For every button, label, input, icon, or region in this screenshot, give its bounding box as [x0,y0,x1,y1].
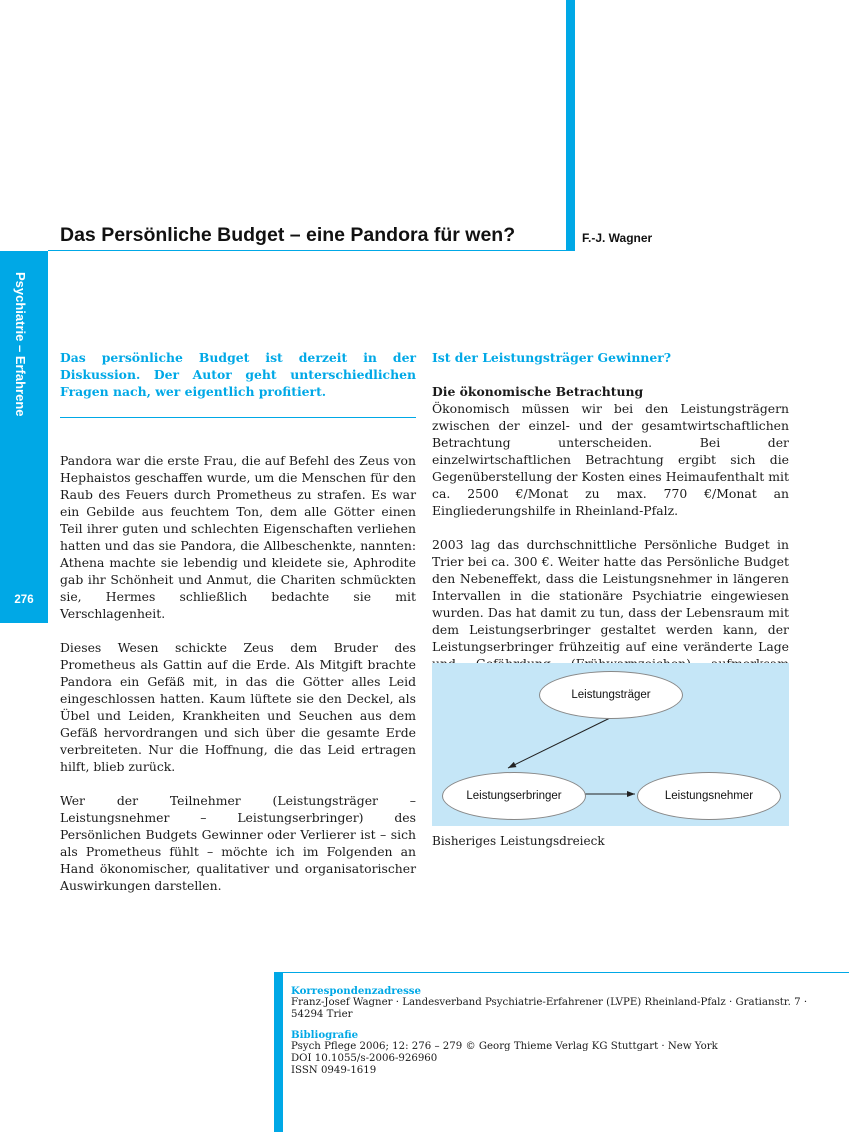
left-column [60,349,416,894]
node-leistungstraeger: Leistungsträger [539,671,683,719]
section-label: Psychiatrie – Erfahrene [13,272,28,417]
correspondence-heading: Korrespondenzadresse [291,985,422,997]
diagram-caption: Bisheriges Leistungsdreieck [432,834,605,848]
leistungsdreieck-diagram [432,663,789,826]
paragraph: Ökonomisch müssen wir bei den Leistungsträgern zwischen der einzel- und der gesamtwirtschaftlichen Betrachtung unterscheiden. Bei der einzelwirtschaftlichen Betrachtung ergibt sich die Gegenüberstellung der Kosten eines Heimaufenthalt mit ca. 2500 €/Monat zu max. 770 €/Monat an Eingliederungshilfe in Rheinland-Pfalz. [432,401,789,518]
subheading: Die ökonomische Betrachtung [432,384,644,399]
arrow-traeger-to-erbringer [508,718,610,768]
paragraph: Pandora war die erste Frau, die auf Befehl des Zeus von Hephaistos geschaffen wurde, um die Menschen für den Raub des Feuers durch Prometheus zu strafen. Es war ein Gebilde aus feuchtem Ton, dem alle Götter einen Teil ihrer guten und schlechten Eigenschaften verliehen hatten und das sie Pandora, die Allbeschenkte, nannten: Athena machte sie lebendig und kleidete sie, Aphrodite gab ihr Schönheit und Anmut, die Chariten schmückten sie, Hermes schließlich bedachte sie mit Verschlagenheit. [60,453,416,621]
paragraph: Wer der Teilnehmer (Leistungsträger – Leistungsnehmer – Leistungserbringer) des Persönlichen Budgets Gewinner oder Verlierer ist – sich als Prometheus fühlt – möchte ich im Folgenden an Hand ökonomischer, qualitativer und organisatorischer Auswirkungen darstellen. [60,793,416,893]
footer-box [291,985,841,1077]
section-heading: Ist der Leistungsträger Gewinner? [432,350,672,365]
node-leistungserbringer: Leistungserbringer [442,772,586,820]
bibliography-line: Psych Pflege 2006; 12: 276 – 279 © Georg Thieme Verlag KG Stuttgart · New York [291,1040,718,1052]
footer-accent-bar [274,972,283,1132]
article-title: Das Persönliche Budget – eine Pandora für wen? [60,224,516,246]
node-leistungsnehmer: Leistungsnehmer [637,772,781,820]
bibliography-line: ISSN 0949-1619 [291,1065,377,1077]
right-column [432,349,789,689]
footer-rule [274,972,849,973]
correspondence-text: Franz-Josef Wagner · Landesverband Psychiatrie-Erfahrener (LVPE) Rheinland-Pfalz · Gratianstr. 7 · 54294 Trier [291,997,808,1021]
paragraph: 2003 lag das durchschnittliche Persönliche Budget in Trier bei ca. 300 €. Weiter hatte das Persönliche Budget den Nebeneffekt, dass die Leistungsnehmer in längeren Intervallen in die stationäre Psychiatrie eingewiesen wurden. Das hat damit zu tun, dass der Lebensraum mit dem Leistungserbringer gestaltet werden kann, der Leistungserbringer frühzeitig auf eine veränderte Lage [432,537,789,654]
author-name: F.-J. Wagner [582,231,653,245]
title-rule [48,250,575,251]
bibliography-line: DOI 10.1055/s-2006-926960 [291,1053,438,1065]
bibliography-heading: Bibliografie [291,1028,359,1041]
paragraph: Dieses Wesen schickte Zeus dem Bruder des Prometheus als Gattin auf die Erde. Als Mitgift brachte Pandora ein Gefäß mit, in das die Götter alles Leid eingeschlossen hatten. Kaum lüftete sie den Deckel, als Übel und Leiden, Krankheiten und Seuchen aus dem Gefäß hervordrangen und sich über die gesamte Erde verbreiteten. Nur die Hoffnung, die das Leid ertragen hilft, blieb zurück. [60,640,416,774]
abstract: Das persönliche Budget ist derzeit in der Diskussion. Der Autor geht unterschiedlichen Fragen nach, wer eigentlich profitiert. [60,350,416,399]
header-accent-bar [566,0,575,251]
page-number: 276 [14,594,34,606]
